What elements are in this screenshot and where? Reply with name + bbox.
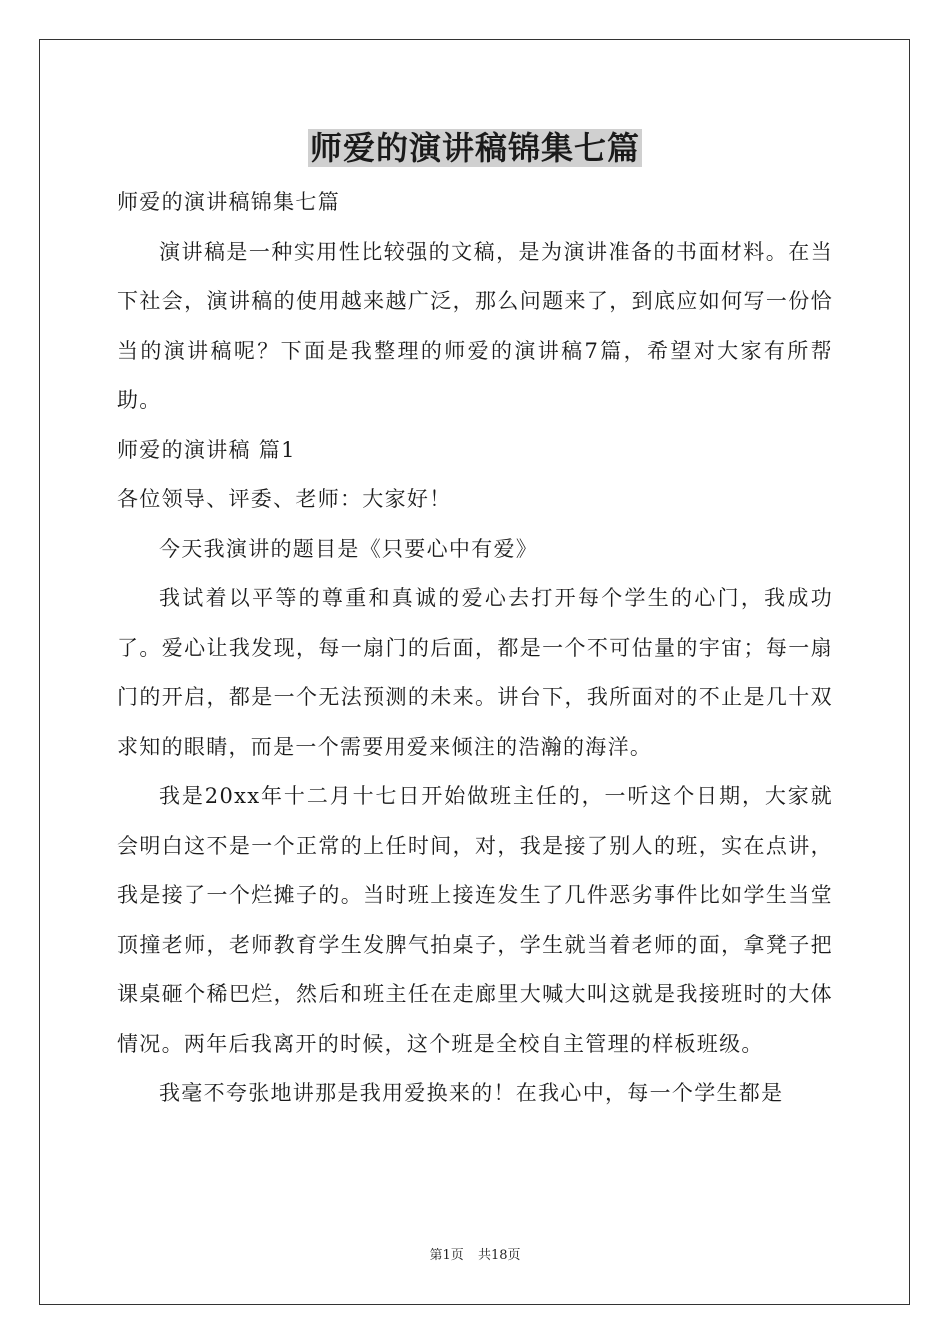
body-paragraph: 我试着以平等的尊重和真诚的爱心去打开每个学生的心门，我成功了。爱心让我发现，每一扇门的后面，都是一个不可估量的宇宙；每一扇门的开启，都是一个无法预测的未来。讲台下，我所面对的不止是几十双求知的眼睛，而是一个需要用爱来倾注的浩瀚的海洋。	[117, 586, 833, 759]
body-paragraph: 各位领导、评委、老师：大家好！	[117, 487, 452, 511]
document-body	[117, 178, 833, 1119]
body-paragraph: 我是20xx年十二月十七日开始做班主任的，一听这个日期，大家就会明白这不是一个正常的上任时间，对，我是接了别人的班，实在点讲，我是接了一个烂摊子的。当时班上接连发生了几件恶劣事件比如学生当堂顶撞老师，老师教育学生发脾气拍桌子，学生就当着老师的面，拿凳子把课桌砸个稀巴烂，然后和班主任在走廊里大喊大叫这就是我接班时的大体情况。两年后我离开的时候，这个班是全校自主管理的样板班级。	[117, 784, 833, 1056]
page-footer	[0, 1246, 950, 1266]
document-title-text: 师爱的演讲稿锦集七篇	[309, 129, 640, 167]
document-subtitle: 师爱的演讲稿锦集七篇	[117, 190, 340, 214]
document-title	[0, 126, 950, 170]
body-paragraph: 我毫不夸张地讲那是我用爱换来的！在我心中，每一个学生都是	[159, 1081, 784, 1105]
body-paragraph: 演讲稿是一种实用性比较强的文稿，是为演讲准备的书面材料。在当下社会，演讲稿的使用越来越广泛，那么问题来了，到底应如何写一份恰当的演讲稿呢？下面是我整理的师爱的演讲稿7篇，希望对大家有所帮助。	[117, 239, 833, 412]
body-paragraph: 师爱的演讲稿 篇1	[117, 437, 296, 462]
page-number: 第1页	[429, 1248, 464, 1263]
body-paragraph: 今天我演讲的题目是《只要心中有爱》	[159, 536, 539, 561]
page-total: 共18页	[477, 1248, 521, 1263]
